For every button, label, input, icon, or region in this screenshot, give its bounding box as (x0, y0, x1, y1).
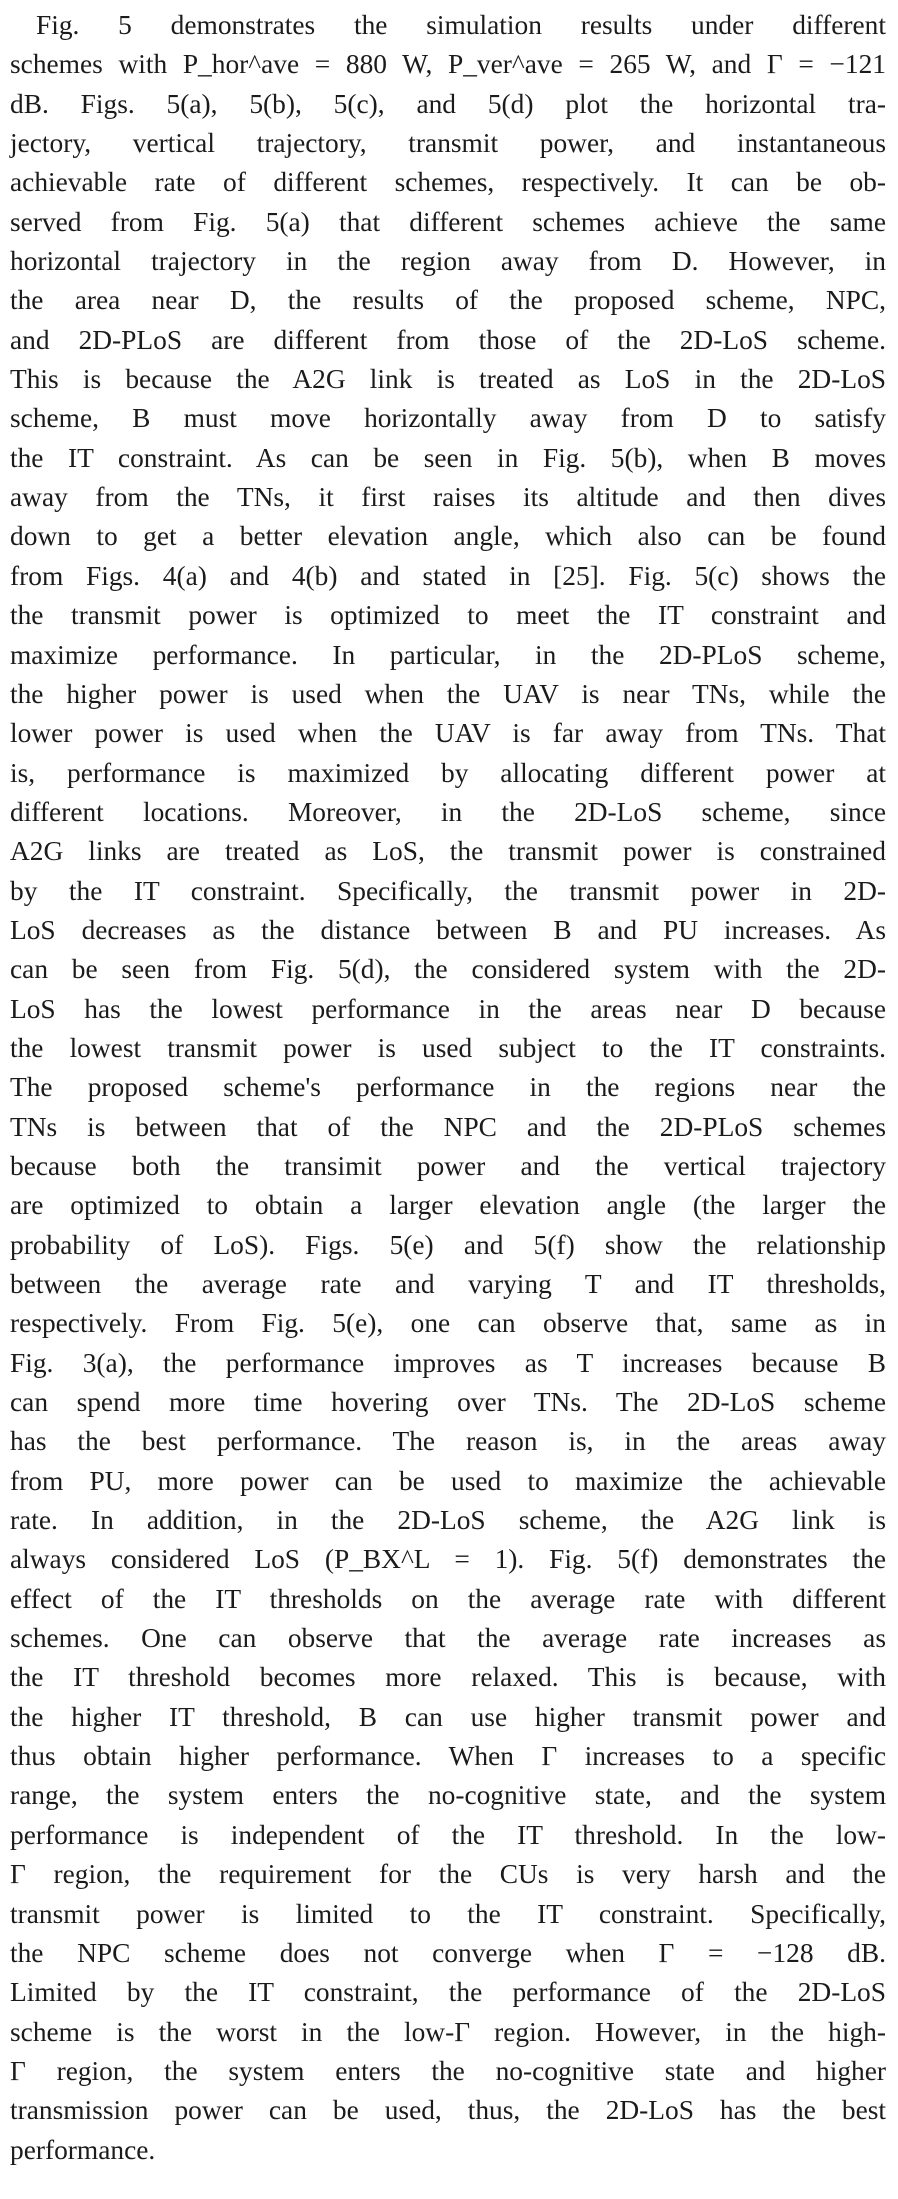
text-line: performance is independent of the IT threshold. In the low- (10, 1819, 886, 1850)
text-line: schemes with P_hor^ave = 880 W, P_ver^ave = 265 W, and Γ = −121 (10, 49, 886, 80)
text-line: Γ region, the requirement for the CUs is very harsh and the (10, 1859, 886, 1890)
text-line: served from Fig. 5(a) that different schemes achieve the same (10, 206, 886, 237)
text-line: achievable rate of different schemes, respectively. It can be ob- (10, 167, 886, 198)
text-line: jectory, vertical trajectory, transmit power, and instantaneous (10, 128, 886, 159)
text-line: the higher power is used when the UAV is near TNs, while the (10, 678, 886, 709)
text-line: down to get a better elevation angle, which also can be found (10, 521, 886, 552)
text-line: probability of LoS). Figs. 5(e) and 5(f) show the relationship (10, 1229, 886, 1260)
text-line-last: performance. (10, 2134, 156, 2165)
text-line: LoS decreases as the distance between B and PU increases. As (10, 914, 886, 945)
text-line: can spend more time hovering over TNs. The 2D-LoS scheme (10, 1387, 886, 1418)
text-line: LoS has the lowest performance in the areas near D because (10, 993, 886, 1024)
text-line: maximize performance. In particular, in the 2D-PLoS scheme, (10, 639, 886, 670)
text-line: Fig. 3(a), the performance improves as T increases because B (10, 1347, 886, 1378)
text-line: transmit power is limited to the IT constraint. Specifically, (10, 1898, 886, 1929)
text-line: The proposed scheme's performance in the regions near the (10, 1072, 886, 1103)
text-line: respectively. From Fig. 5(e), one can observe that, same as in (10, 1308, 886, 1339)
text-line: the IT constraint. As can be seen in Fig. 5(b), when B moves (10, 442, 886, 473)
text-line: thus obtain higher performance. When Γ increases to a specific (10, 1741, 886, 1772)
text-line: different locations. Moreover, in the 2D-LoS scheme, since (10, 796, 886, 827)
text-line: and 2D-PLoS are different from those of the 2D-LoS scheme. (10, 324, 886, 355)
text-line: because both the transimit power and the vertical trajectory (10, 1150, 886, 1181)
text-line: effect of the IT thresholds on the average rate with different (10, 1583, 886, 1614)
text-line: the NPC scheme does not converge when Γ = −128 dB. (10, 1937, 886, 1968)
text-line: Fig. 5 demonstrates the simulation results under different (36, 10, 886, 40)
text-line: always considered LoS (P_BX^L = 1). Fig. 5(f) demonstrates the (10, 1544, 886, 1575)
text-line: Limited by the IT constraint, the performance of the 2D-LoS (10, 1977, 886, 2008)
text-line: A2G links are treated as LoS, the transmit power is constrained (10, 836, 886, 867)
text-line: the lowest transmit power is used subject to the IT constraints. (10, 1032, 886, 1063)
text-line: schemes. One can observe that the average rate increases as (10, 1623, 886, 1654)
text-line: range, the system enters the no-cognitive state, and the system (10, 1780, 886, 1811)
text-line: Γ region, the system enters the no-cognitive state and higher (10, 2055, 886, 2086)
text-line: between the average rate and varying T and IT thresholds, (10, 1269, 886, 1299)
text-line: the higher IT threshold, B can use higher transmit power and (10, 1701, 886, 1732)
text-line: the IT threshold becomes more relaxed. This is because, with (10, 1662, 886, 1693)
paper-paragraph (10, 6, 886, 2170)
text-line: by the IT constraint. Specifically, the transmit power in 2D- (10, 875, 886, 906)
text-line: This is because the A2G link is treated as LoS in the 2D-LoS (10, 364, 886, 395)
text-line: from PU, more power can be used to maximize the achievable (10, 1465, 886, 1496)
text-line: TNs is between that of the NPC and the 2D-PLoS schemes (10, 1111, 886, 1142)
text-line: can be seen from Fig. 5(d), the considered system with the 2D- (10, 954, 886, 985)
text-line: are optimized to obtain a larger elevation angle (the larger the (10, 1190, 886, 1221)
text-line: from Figs. 4(a) and 4(b) and stated in [25]. Fig. 5(c) shows the (10, 560, 886, 591)
text-line: away from the TNs, it first raises its altitude and then dives (10, 482, 886, 513)
text-line: lower power is used when the UAV is far away from TNs. That (10, 718, 886, 749)
text-line: scheme, B must move horizontally away from D to satisfy (10, 403, 886, 434)
text-line: horizontal trajectory in the region away from D. However, in (10, 246, 886, 277)
text-line: rate. In addition, in the 2D-LoS scheme, the A2G link is (10, 1505, 886, 1536)
text-line: has the best performance. The reason is, in the areas away (10, 1426, 886, 1457)
text-line: dB. Figs. 5(a), 5(b), 5(c), and 5(d) plot the horizontal tra- (10, 88, 886, 119)
text-line: the transmit power is optimized to meet the IT constraint and (10, 600, 886, 631)
text-line: scheme is the worst in the low-Γ region. However, in the high- (10, 2016, 886, 2047)
text-line: is, performance is maximized by allocating different power at (10, 757, 886, 788)
text-line: transmission power can be used, thus, the 2D-LoS has the best (10, 2095, 886, 2126)
text-line: the area near D, the results of the proposed scheme, NPC, (10, 285, 886, 316)
